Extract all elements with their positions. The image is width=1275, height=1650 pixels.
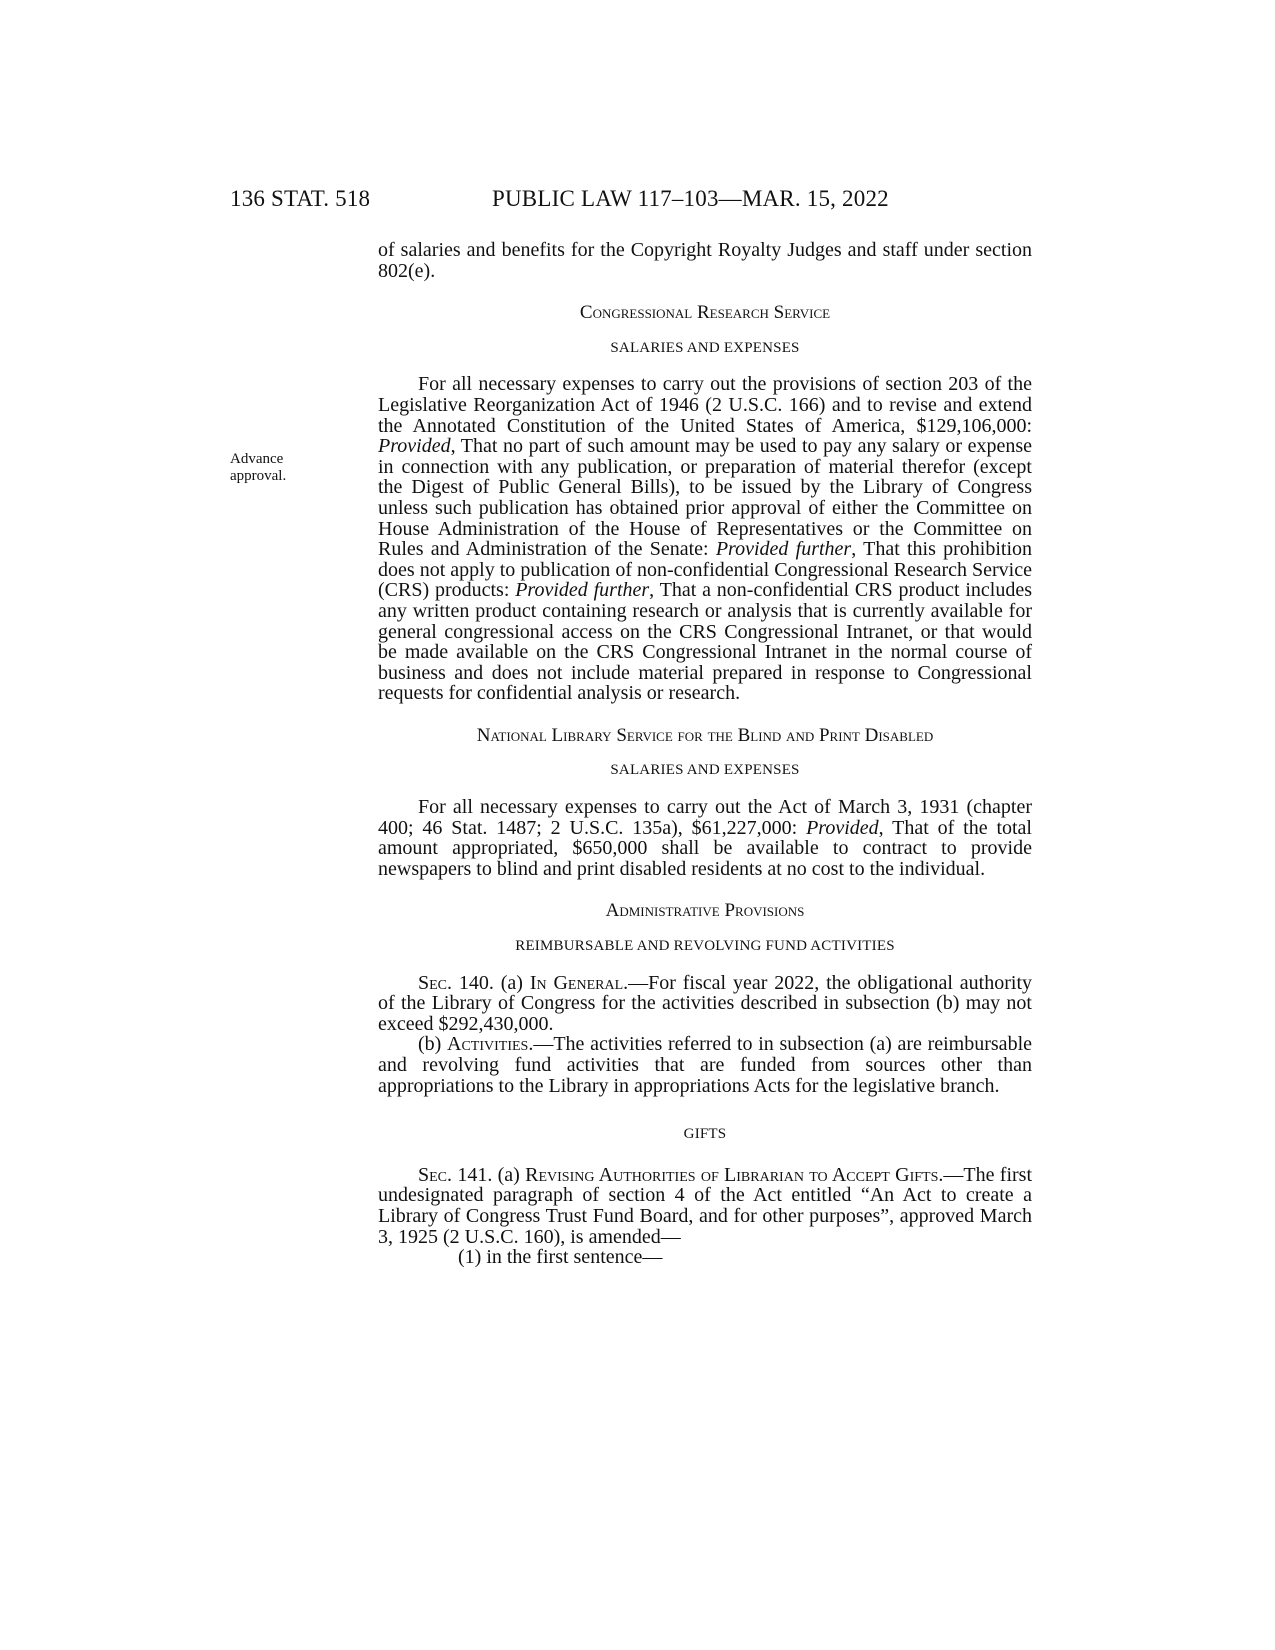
sec-140-b-heading: Activities <box>447 1033 529 1056</box>
sec-140-label: Sec. 140. <box>418 971 494 994</box>
law-title: PUBLIC LAW 117–103—MAR. 15, 2022 <box>492 186 889 211</box>
gifts-subheading: GIFTS <box>683 1126 727 1143</box>
crs-text-2: , That no part of such amount may be used to pay any salary or expense in connection with any publication, or preparation of material therefor (except the Digest of Public General Bills), to be issued by the Library of Congress unless such publication has obtained prior approval of either the Committee on House Administration of the House of Representatives or the Committee on Rules and Administration of the Senate: <box>378 435 1032 561</box>
sec-140-b-text: .—The activities referred to in subsection (a) are reimbursable and revolving fund activities that are funded from sources other than appropriations to the Library in appropriations Acts for the legislative branch. <box>378 1033 1032 1097</box>
sec-141-a-heading: Revising Authorities of Librarian to Accept Gifts <box>525 1163 939 1186</box>
nls-heading: National Library Service for the Blind and Print Disabled <box>476 724 934 746</box>
sec-141-a-text: .—The first undesignated paragraph of section 4 of the Act entitled “An Act to create a Library of Congress Trust Fund Board, and for other purposes”, approved March 3, 1925 (2 U.S.C. 160), is amended— <box>378 1163 1033 1248</box>
admin-heading: Administrative Provisions <box>605 900 805 922</box>
crs-provided-1: Provided <box>378 435 451 458</box>
document-body <box>378 240 1032 1268</box>
crs-text-4: , That a non-confidential CRS product includes any written product containing research or analysis that is currently available for general congressional access on the CRS Congressional Intranet, or that would be made available on the CRS Congressional Intranet in the normal course of business and does not include material prepared in response to Congressional requests for confidential analysis or research. <box>378 579 1033 705</box>
crs-provided-3: Provided further <box>515 579 650 602</box>
nls-provided: Provided <box>806 816 879 839</box>
page-header <box>0 186 1275 226</box>
nls-subheading: SALARIES AND EXPENSES <box>610 762 800 779</box>
stat-reference: 136 STAT. 518 <box>230 186 371 211</box>
sec-140-a-prefix: (a) <box>493 971 530 994</box>
nls-text-2: , That of the total amount appropriated, $650,000 shall be available to contract to provide newspapers to blind and print disabled residents at no cost to the individual. <box>378 816 1032 880</box>
margin-note-text: Advance approval. <box>230 451 287 484</box>
nls-paragraph <box>378 797 1032 879</box>
sec-140-a-text: .—For fiscal year 2022, the obligational authority of the Library of Congress for the activities described in subsection (b) may not exceed $292,430,000. <box>378 971 1033 1035</box>
crs-paragraph <box>378 374 1032 704</box>
margin-note-advance-approval <box>230 451 294 485</box>
sec-141-a <box>378 1165 1032 1247</box>
carryover-paragraph: of salaries and benefits for the Copyright Royalty Judges and staff under section 802(e). <box>378 239 1032 282</box>
nls-text-1: For all necessary expenses to carry out the Act of March 3, 1931 (chapter 400; 46 Stat. 1487; 2 U.S.C. 135a), $61,227,000: <box>378 796 1032 839</box>
sec-140-a-heading: In General <box>529 971 624 994</box>
sec-140-a <box>378 973 1032 1035</box>
sec-141-label: Sec. 141. <box>418 1163 493 1186</box>
crs-heading: Congressional Research Service <box>579 302 831 324</box>
sec-140-b-prefix: (b) <box>418 1033 448 1056</box>
crs-subheading: SALARIES AND EXPENSES <box>610 339 800 356</box>
sec-140-b <box>378 1034 1032 1096</box>
crs-text-1: For all necessary expenses to carry out the provisions of section 203 of the Legislative Reorganization Act of 1946 (2 U.S.C. 166) and to revise and extend the Annotated Constitution of the United States of America, $129,106,000: <box>378 373 1032 437</box>
crs-text-3: , That this prohibition does not apply to publication of non-confidential Congressional Research Service (CRS) products: <box>378 538 1033 602</box>
crs-provided-2: Provided further <box>715 538 852 561</box>
admin-subheading: REIMBURSABLE AND REVOLVING FUND ACTIVITIES <box>515 938 895 955</box>
sec-141-a-prefix: (a) <box>492 1163 526 1186</box>
sec-141-item-1: (1) in the first sentence— <box>458 1246 663 1269</box>
